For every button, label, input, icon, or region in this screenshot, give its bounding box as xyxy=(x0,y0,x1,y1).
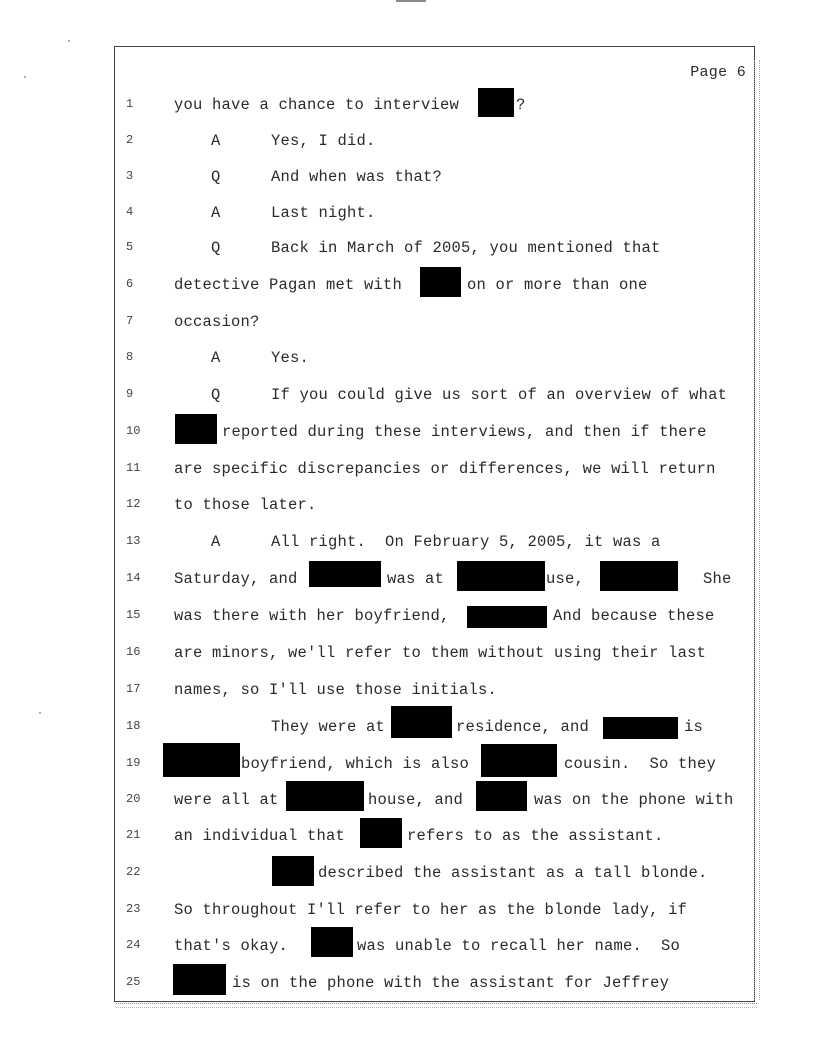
speaker-label: Q xyxy=(211,386,221,404)
transcript-page-border xyxy=(114,46,755,1002)
line-text: is on the phone with the assistant for Jeffrey xyxy=(232,974,670,992)
speaker-label: A xyxy=(211,349,221,367)
speaker-label: A xyxy=(211,132,221,150)
line-text: They were at xyxy=(271,718,386,736)
redaction-block xyxy=(476,781,527,811)
redaction-block xyxy=(272,856,314,886)
line-number: 10 xyxy=(126,424,141,438)
line-number: 12 xyxy=(126,497,141,511)
speaker-label: Q xyxy=(211,168,221,186)
line-text: Back in March of 2005, you mentioned that xyxy=(271,239,661,257)
line-text: Last night. xyxy=(271,204,376,222)
speaker-label: Q xyxy=(211,239,221,257)
line-number: 13 xyxy=(126,534,141,548)
line-number: 17 xyxy=(126,682,141,696)
line-text: was at xyxy=(387,570,445,588)
redaction-block xyxy=(286,781,364,811)
line-number: 7 xyxy=(126,314,134,328)
redaction-block xyxy=(420,267,461,297)
line-number: 22 xyxy=(126,865,141,879)
scan-speck xyxy=(24,76,26,78)
redaction-block xyxy=(478,88,514,117)
line-number: 21 xyxy=(126,828,141,842)
redaction-block xyxy=(481,744,557,777)
line-text: was unable to recall her name. So xyxy=(357,937,681,955)
line-text: are specific discrepancies or differences, we will return xyxy=(174,460,716,478)
line-text: that's okay. xyxy=(174,937,289,955)
line-number: 11 xyxy=(126,461,141,475)
line-text: So throughout I'll refer to her as the blonde lady, if xyxy=(174,901,688,919)
line-text: is xyxy=(684,718,704,736)
line-number: 4 xyxy=(126,205,134,219)
line-number: 5 xyxy=(126,240,134,254)
line-text: Yes, I did. xyxy=(271,132,376,150)
line-number: 24 xyxy=(126,938,141,952)
redaction-block xyxy=(603,717,678,739)
line-text: If you could give us sort of an overview of what xyxy=(271,386,728,404)
line-text: house, and xyxy=(368,791,464,809)
line-text: Yes. xyxy=(271,349,310,367)
scan-speck xyxy=(39,712,41,714)
line-text: cousin. So they xyxy=(564,755,717,773)
line-text: residence, and xyxy=(456,718,590,736)
line-number: 2 xyxy=(126,133,134,147)
line-text: detective Pagan met with xyxy=(174,276,403,294)
line-number: 6 xyxy=(126,277,134,291)
line-text: occasion? xyxy=(174,313,260,331)
line-text: names, so I'll use those initials. xyxy=(174,681,498,699)
line-number: 20 xyxy=(126,792,141,806)
page-number: Page 6 xyxy=(690,64,746,81)
line-text: And because these xyxy=(553,607,715,625)
line-number: 9 xyxy=(126,387,134,401)
redaction-block xyxy=(457,561,545,591)
line-number: 23 xyxy=(126,902,141,916)
line-number: 3 xyxy=(126,169,134,183)
line-text: was on the phone with xyxy=(534,791,734,809)
line-text: use, xyxy=(546,570,585,588)
scan-speck xyxy=(68,40,70,42)
line-number: 1 xyxy=(126,97,134,111)
redaction-block xyxy=(360,818,402,848)
line-text: boyfriend, which is also xyxy=(241,755,470,773)
redaction-block xyxy=(309,561,381,587)
speaker-label: A xyxy=(211,204,221,222)
line-text: refers to as the assistant. xyxy=(407,827,664,845)
line-text: All right. On February 5, 2005, it was a xyxy=(271,533,661,551)
line-text: described the assistant as a tall blonde. xyxy=(318,864,708,882)
line-text: reported during these interviews, and then if there xyxy=(222,423,707,441)
scan-edge-right xyxy=(754,60,760,1000)
line-text: on or more than one xyxy=(467,276,648,294)
line-number: 16 xyxy=(126,645,141,659)
scan-top-mark xyxy=(396,0,426,2)
redaction-block xyxy=(311,927,353,957)
line-number: 15 xyxy=(126,608,141,622)
redaction-block xyxy=(467,606,547,628)
line-text: ? xyxy=(516,96,526,114)
line-number: 25 xyxy=(126,975,141,989)
redaction-block xyxy=(600,561,678,591)
speaker-label: A xyxy=(211,533,221,551)
line-number: 19 xyxy=(126,756,141,770)
line-text: were all at xyxy=(174,791,279,809)
line-text: And when was that? xyxy=(271,168,443,186)
line-text: to those later. xyxy=(174,496,317,514)
line-text: Saturday, and xyxy=(174,570,298,588)
line-text: She xyxy=(703,570,732,588)
redaction-block xyxy=(173,964,226,995)
line-text: you have a chance to interview xyxy=(174,96,460,114)
line-number: 18 xyxy=(126,719,141,733)
line-number: 14 xyxy=(126,571,141,585)
scan-edge-bottom xyxy=(116,1003,757,1008)
line-text: was there with her boyfriend, xyxy=(174,607,450,625)
line-text: an individual that xyxy=(174,827,346,845)
redaction-block xyxy=(391,706,452,738)
line-text: are minors, we'll refer to them without using their last xyxy=(174,644,707,662)
line-number: 8 xyxy=(126,350,134,364)
redaction-block xyxy=(163,743,240,777)
redaction-block xyxy=(175,414,217,444)
